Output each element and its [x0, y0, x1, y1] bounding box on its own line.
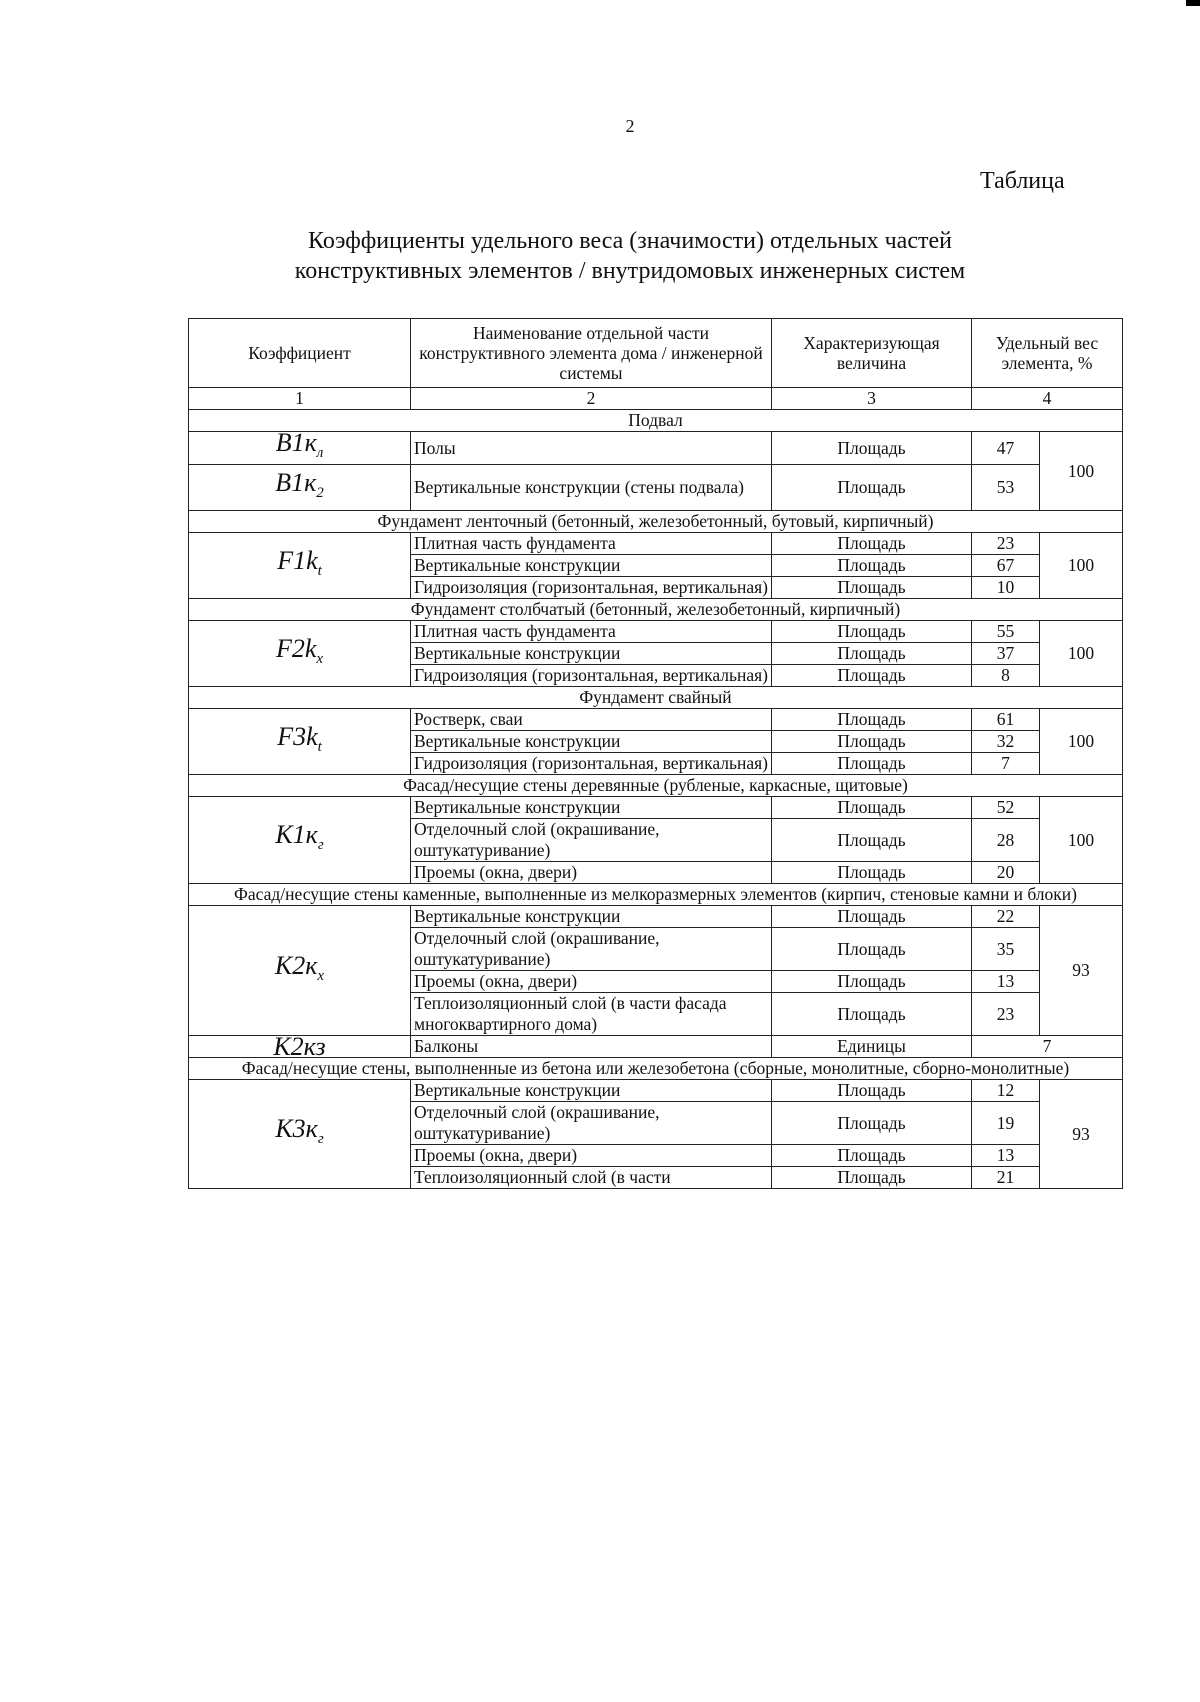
quantity-cell: Площадь	[772, 971, 972, 993]
total-weight-cell: 93	[1040, 906, 1123, 1036]
part-name: Отделочный слой (окрашивание, оштукатуривание)	[411, 819, 772, 862]
part-name: Вертикальные конструкции	[411, 555, 772, 577]
part-name: Вертикальные конструкции	[411, 1080, 772, 1102]
weight-cell: 23	[972, 993, 1040, 1036]
quantity-cell: Площадь	[772, 1145, 972, 1167]
weight-cell: 8	[972, 665, 1040, 687]
section-header	[189, 1058, 1123, 1080]
weight-cell: 35	[972, 928, 1040, 971]
page-number: 2	[625, 116, 635, 136]
weight-cell: 28	[972, 819, 1040, 862]
table-row	[189, 1036, 1123, 1058]
weight-cell: 61	[972, 709, 1040, 731]
section-header	[189, 687, 1123, 709]
quantity-cell: Площадь	[772, 465, 972, 511]
weight-cell: 22	[972, 906, 1040, 928]
section-header	[189, 599, 1123, 621]
coefficient-subscript: г	[317, 837, 324, 854]
coefficient-base: K3к	[275, 1114, 318, 1144]
quantity-cell: Площадь	[772, 753, 972, 775]
section-title: Фундамент ленточный (бетонный, железобетонный, бутовый, кирпичный)	[189, 511, 1123, 533]
column-numbers-row	[189, 388, 1123, 410]
quantity-cell: Площадь	[772, 643, 972, 665]
coefficient-base: F3k	[277, 721, 318, 751]
document-title	[200, 226, 1060, 286]
section-header	[189, 884, 1123, 906]
total-weight-cell: 100	[1040, 709, 1123, 775]
total-weight-cell: 100	[1040, 621, 1123, 687]
weight-cell: 47	[972, 432, 1040, 465]
table-row	[189, 465, 1123, 511]
part-name: Вертикальные конструкции	[411, 906, 772, 928]
quantity-cell: Площадь	[772, 709, 972, 731]
col-number: 4	[972, 388, 1123, 410]
part-name: Теплоизоляционный слой (в части	[411, 1167, 772, 1189]
part-name: Балконы	[411, 1036, 772, 1058]
weight-cell: 13	[972, 1145, 1040, 1167]
scan-edge-mark	[1186, 0, 1200, 6]
total-weight-cell: 100	[1040, 432, 1123, 511]
weight-cell: 13	[972, 971, 1040, 993]
table-label: Таблица	[980, 168, 1065, 194]
part-name: Вертикальные конструкции	[411, 731, 772, 753]
coefficient-symbol	[189, 797, 411, 884]
table-row	[189, 709, 1123, 731]
weight-cell: 55	[972, 621, 1040, 643]
section-title: Фасад/несущие стены каменные, выполненные из мелкоразмерных элементов (кирпич, стеновые камни и блоки)	[189, 884, 1123, 906]
header-coef: Коэффициент	[189, 319, 411, 388]
coefficient-base: K1к	[275, 820, 318, 850]
part-name: Плитная часть фундамента	[411, 533, 772, 555]
col-number: 1	[189, 388, 411, 410]
weight-cell: 23	[972, 533, 1040, 555]
table-row	[189, 533, 1123, 555]
coefficient-symbol	[189, 1080, 411, 1189]
col-number: 2	[411, 388, 772, 410]
quantity-cell: Площадь	[772, 797, 972, 819]
quantity-cell: Площадь	[772, 621, 972, 643]
coefficient-symbol	[189, 906, 411, 1036]
coefficient-base: F2k	[275, 633, 317, 663]
weight-cell: 37	[972, 643, 1040, 665]
part-name: Проемы (окна, двери)	[411, 1145, 772, 1167]
coefficient-subscript: 2	[316, 484, 324, 501]
title-line-2: конструктивных элементов / внутридомовых инженерных систем	[294, 258, 966, 284]
section-header	[189, 511, 1123, 533]
weight-cell: 7	[972, 1036, 1123, 1058]
weight-cell: 52	[972, 797, 1040, 819]
part-name: Вертикальные конструкции (стены подвала)	[411, 465, 772, 511]
part-name: Полы	[411, 432, 772, 465]
table-row	[189, 906, 1123, 928]
quantity-cell: Площадь	[772, 1102, 972, 1145]
coefficient-subscript: t	[317, 562, 322, 579]
part-name: Гидроизоляция (горизонтальная, вертикальная)	[411, 665, 772, 687]
quantity-cell: Площадь	[772, 432, 972, 465]
quantity-cell: Площадь	[772, 1080, 972, 1102]
quantity-cell: Площадь	[772, 533, 972, 555]
part-name: Проемы (окна, двери)	[411, 862, 772, 884]
total-weight-cell: 93	[1040, 1080, 1123, 1189]
weight-cell: 12	[972, 1080, 1040, 1102]
quantity-cell: Площадь	[772, 862, 972, 884]
coefficient-base: F1k	[277, 545, 318, 575]
weight-cell: 53	[972, 465, 1040, 511]
quantity-cell: Площадь	[772, 819, 972, 862]
coefficient-subscript: л	[316, 445, 324, 462]
table-row	[189, 621, 1123, 643]
weight-cell: 21	[972, 1167, 1040, 1189]
coefficient-symbol	[189, 621, 411, 687]
header-name: Наименование отдельной части конструктивного элемента дома / инженерной системы	[411, 319, 772, 388]
part-name: Отделочный слой (окрашивание, оштукатуривание)	[411, 928, 772, 971]
weight-cell: 20	[972, 862, 1040, 884]
part-name: Ростверк, сваи	[411, 709, 772, 731]
table-row	[189, 797, 1123, 819]
coefficient-subscript: t	[317, 738, 322, 755]
weight-cell: 10	[972, 577, 1040, 599]
coefficient-symbol: K2кз	[189, 1036, 411, 1058]
coefficient-symbol	[189, 428, 411, 465]
table-row	[189, 1080, 1123, 1102]
header-row	[189, 319, 1123, 388]
quantity-cell: Площадь	[772, 577, 972, 599]
section-title: Фасад/несущие стены, выполненные из бетона или железобетона (сборные, монолитные, сборно-монолитные)	[189, 1058, 1123, 1080]
part-name: Проемы (окна, двери)	[411, 971, 772, 993]
quantity-cell: Площадь	[772, 993, 972, 1036]
part-name: Вертикальные конструкции	[411, 643, 772, 665]
coefficient-subscript: x	[316, 650, 324, 667]
quantity-cell: Площадь	[772, 928, 972, 971]
section-header	[189, 775, 1123, 797]
col-number: 3	[772, 388, 972, 410]
part-name: Плитная часть фундамента	[411, 621, 772, 643]
total-weight-cell: 100	[1040, 797, 1123, 884]
quantity-cell: Площадь	[772, 555, 972, 577]
coefficient-subscript: г	[317, 1131, 324, 1148]
weight-cell: 32	[972, 731, 1040, 753]
part-name: Теплоизоляционный слой (в части фасада многоквартирного дома)	[411, 993, 772, 1036]
weight-cell: 7	[972, 753, 1040, 775]
table-row	[189, 432, 1123, 465]
coefficient-symbol	[189, 465, 411, 511]
coefficient-subscript: x	[317, 967, 325, 984]
quantity-cell: Единицы	[772, 1036, 972, 1058]
part-name: Отделочный слой (окрашивание, оштукатуривание)	[411, 1102, 772, 1145]
section-title: Фасад/несущие стены деревянные (рубленые, каркасные, щитовые)	[189, 775, 1123, 797]
header-quantity: Характеризующая величина	[772, 319, 972, 388]
coefficient-symbol	[189, 533, 411, 599]
section-title: Подвал	[189, 410, 1123, 432]
weight-cell: 67	[972, 555, 1040, 577]
section-title: Фундамент свайный	[189, 687, 1123, 709]
quantity-cell: Площадь	[772, 731, 972, 753]
part-name: Гидроизоляция (горизонтальная, вертикальная)	[411, 753, 772, 775]
quantity-cell: Площадь	[772, 1167, 972, 1189]
coefficient-base: B1к	[275, 428, 317, 457]
title-line-1: Коэффициенты удельного веса (значимости) отдельных частей	[308, 228, 952, 254]
coefficients-table	[188, 318, 1123, 1189]
part-name: Вертикальные конструкции	[411, 797, 772, 819]
weight-cell: 19	[972, 1102, 1040, 1145]
quantity-cell: Площадь	[772, 906, 972, 928]
header-weight: Удельный вес элемента, %	[972, 319, 1123, 388]
part-name: Гидроизоляция (горизонтальная, вертикальная)	[411, 577, 772, 599]
coefficient-base: B1к	[275, 467, 317, 497]
quantity-cell: Площадь	[772, 665, 972, 687]
total-weight-cell: 100	[1040, 533, 1123, 599]
section-title: Фундамент столбчатый (бетонный, железобетонный, кирпичный)	[189, 599, 1123, 621]
section-header	[189, 410, 1123, 432]
coefficient-symbol	[189, 709, 411, 775]
coefficient-base: K2к	[274, 950, 318, 980]
